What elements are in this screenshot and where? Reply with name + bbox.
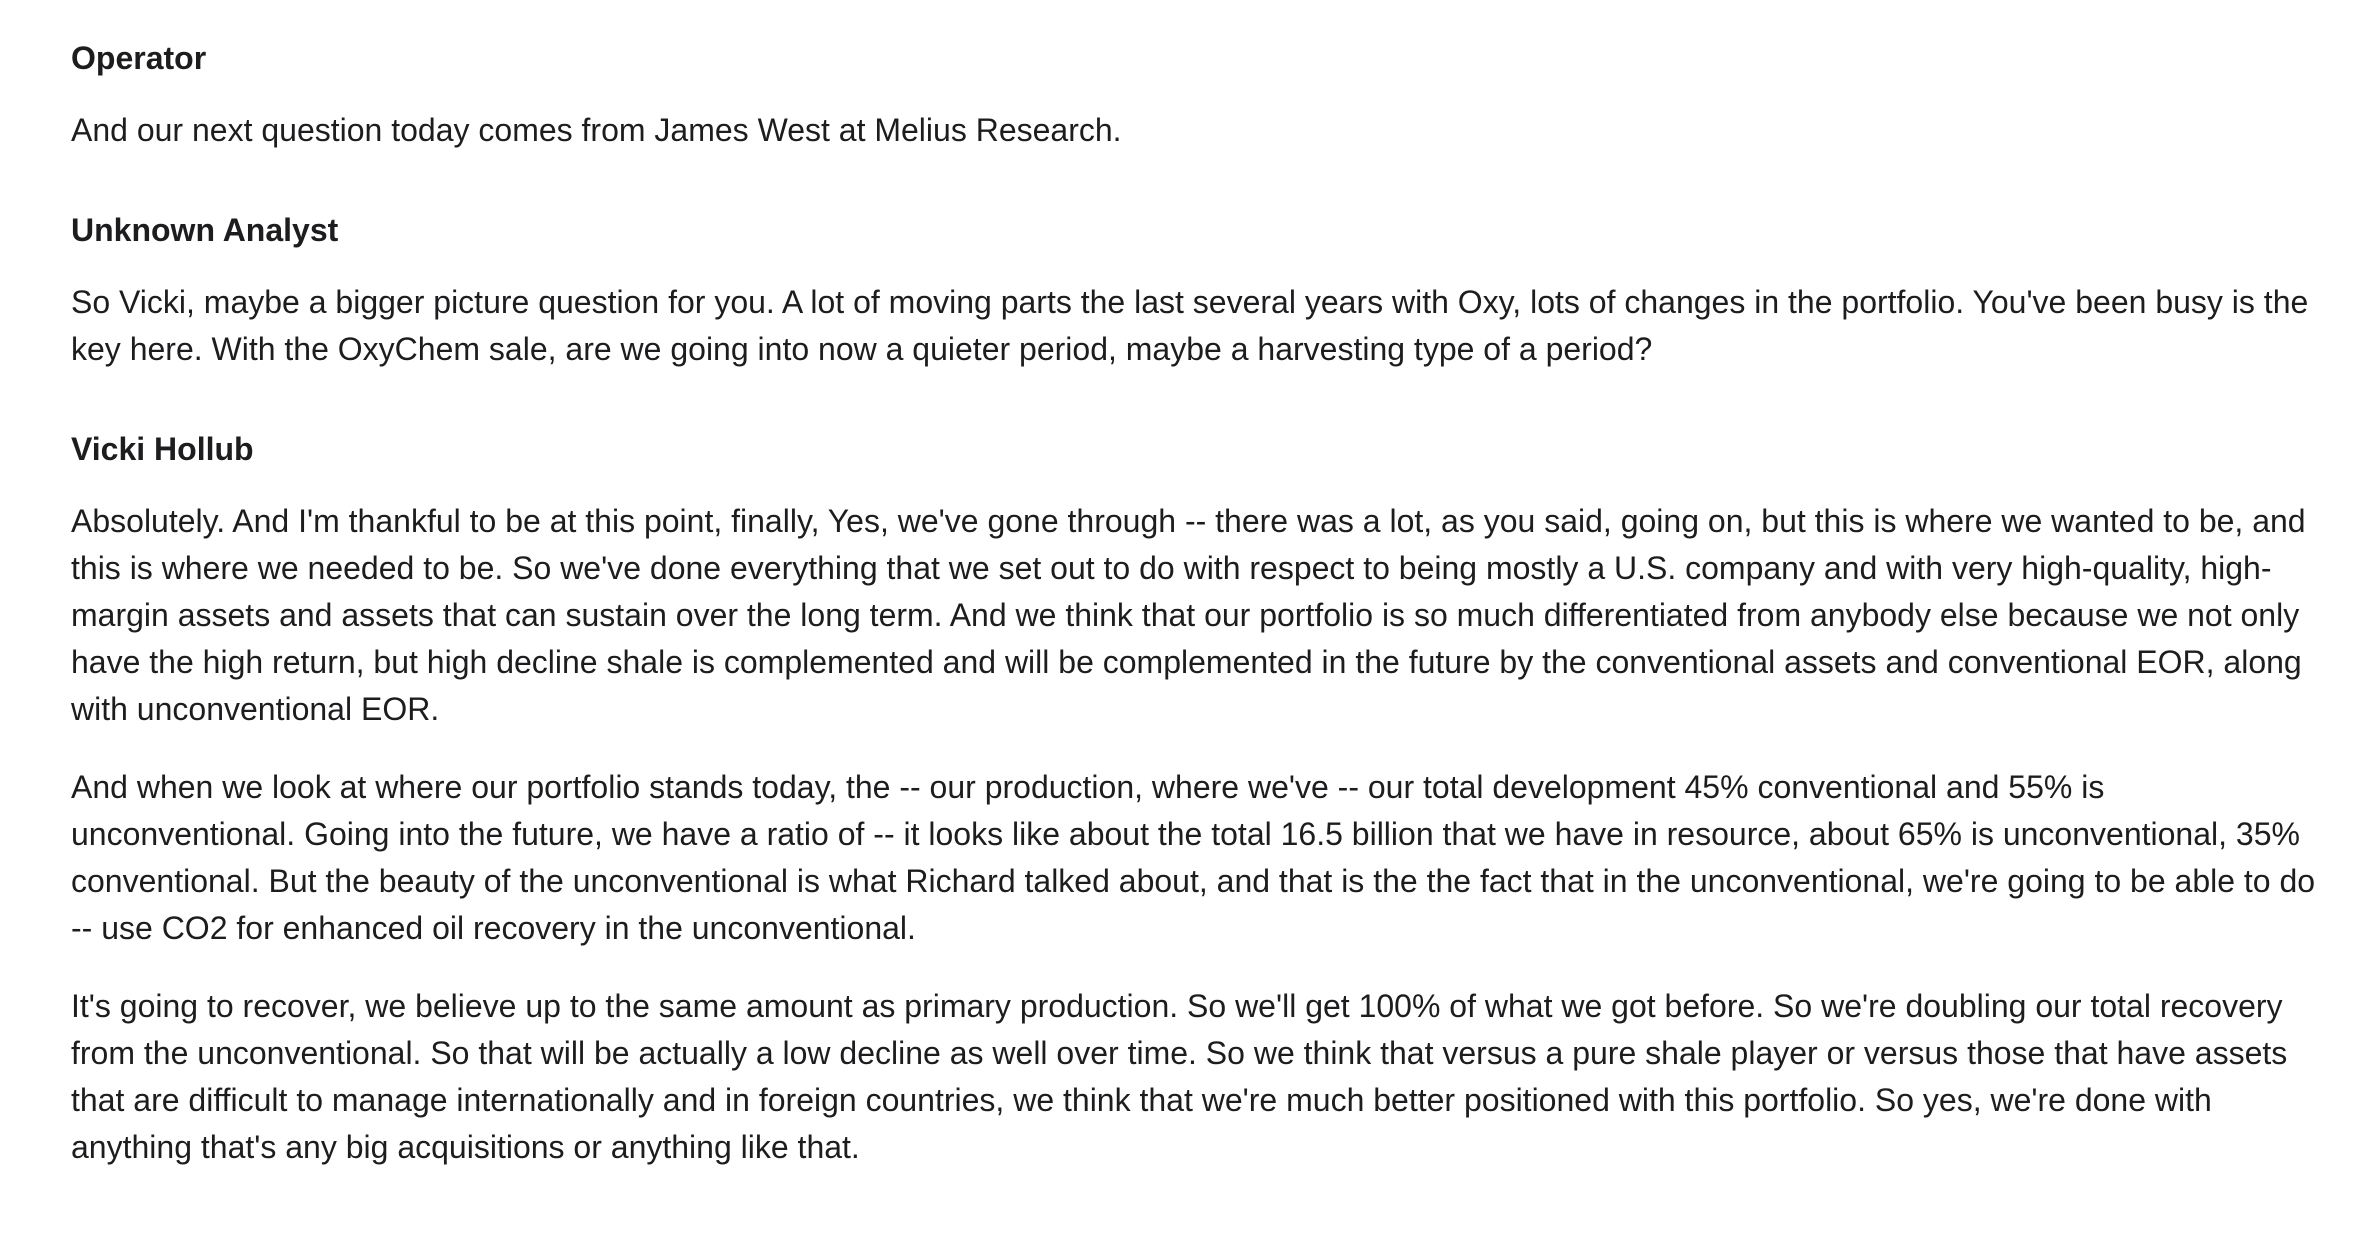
paragraph: And when we look at where our portfolio stands today, the -- our production, where we've -- our total development 45% conventional and 55% is unconventional. Going into the future, we have a ratio of -- it looks like about the total 16.5 billion that we have in resource, about 65% is unconventional, 35% conventional. But the beauty of the unconventional is what Richard talked about, and that is the the fact that in the unconventional, we're going to be able to do -- use CO2 for enhanced oil recovery in the unconventional. <box>71 769 2316 946</box>
paragraph: And our next question today comes from James West at Melius Research. <box>71 112 1122 148</box>
speaker-name: Operator <box>71 40 207 76</box>
transcript-block-unknown-analyst <box>71 208 2320 373</box>
paragraph: So Vicki, maybe a bigger picture question for you. A lot of moving parts the last several years with Oxy, lots of changes in the portfolio. You've been busy is the key here. With the OxyChem sale, are we going into now a quieter period, maybe a harvesting type of a period? <box>71 284 2309 367</box>
speaker-name: Vicki Hollub <box>71 431 254 467</box>
speaker-name: Unknown Analyst <box>71 212 339 248</box>
transcript-block-vicki-hollub <box>71 427 2320 1171</box>
transcript-block-operator <box>71 36 2320 154</box>
paragraph: It's going to recover, we believe up to the same amount as primary production. So we'll get 100% of what we got before. So we're doubling our total recovery from the unconventional. So that will be actually a low decline as well over time. So we think that versus a pure shale player or versus those that have assets that are difficult to manage internationally and in foreign countries, we think that we're much better positioned with this portfolio. So yes, we're done with anything that's any big acquisitions or anything like that. <box>71 988 2288 1165</box>
paragraph: Absolutely. And I'm thankful to be at this point, finally, Yes, we've gone through -- there was a lot, as you said, going on, but this is where we wanted to be, and this is where we needed to be. So we've done everything that we set out to do with respect to being mostly a U.S. company and with very high-quality, high-margin assets and assets that can sustain over the long term. And we think that our portfolio is so much differentiated from anybody else because we not only have the high return, but high decline shale is complemented and will be complemented in the future by the conventional assets and conventional EOR, along with unconventional EOR. <box>71 503 2306 727</box>
